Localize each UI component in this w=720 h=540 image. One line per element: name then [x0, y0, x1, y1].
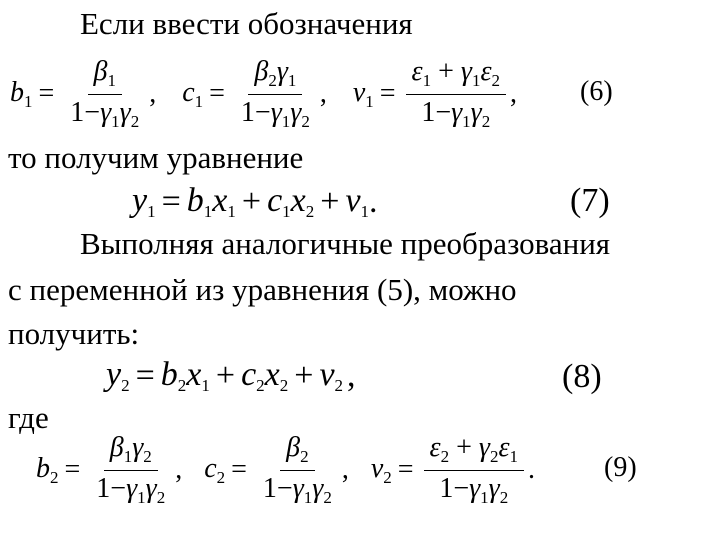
- similar-text-2: с переменной из уравнения (5), можно: [8, 272, 517, 307]
- b2-symbol: $b_2$: [36, 452, 59, 487]
- formula-eq9: $b_2$ = $\frac{\beta_1\gamma_2}{1-\gamma_1\gamma_2}$ , $c_2$ = $\frac{\beta_2}{1-\gamma_1\gamma_2}$ , $\nu_2$ = $\frac{\varepsilon_2 + \gamma_2\varepsilon_1}{1-\gamma_1\gamma_2}$ .: [36, 432, 535, 507]
- eq7-number: (7): [570, 182, 610, 219]
- c2-fraction: $\frac{\beta_2}{1-\gamma_1\gamma_2}$: [262, 432, 332, 507]
- v1-fraction: $\frac{\varepsilon_1 + \gamma_1\varepsilon_2}{1-\gamma_1\gamma_2}$: [406, 56, 506, 132]
- formula-eq6: $b_1$ = $\frac{\beta_1}{1-\gamma_1\gamma_2}$ , $c_1$ = $\frac{\beta_2\gamma_1}{1-\gamma_1\gamma_2}$ , $\nu_1$ = $\frac{\varepsilon_1 + \gamma_1\varepsilon_2}{1-\gamma_1\gamma_2}$ ,: [10, 56, 517, 131]
- b1-symbol: $b_1$: [10, 76, 33, 111]
- b2-fraction: $\frac{\beta_1\gamma_2}{1-\gamma_1\gamma_2}$: [96, 432, 166, 507]
- c1-fraction: $\frac{\beta_2\gamma_1}{1-\gamma_1\gamma_2}$: [240, 56, 310, 131]
- c1-symbol: $c_1$: [182, 76, 204, 111]
- b1-fraction: $\frac{\beta_1}{1-\gamma_1\gamma_2}$: [70, 56, 140, 131]
- c2-symbol: $c_2$: [204, 452, 226, 487]
- similar-text-1: Выполняя аналогичные преобразования: [80, 226, 611, 261]
- eq6-number: (6): [580, 76, 613, 107]
- then-text: то получим уравнение: [8, 140, 304, 175]
- v2-symbol: $\nu_2$: [370, 452, 392, 487]
- intro-text: Если ввести обозначения: [80, 6, 413, 41]
- eq9-number: (9): [604, 452, 637, 483]
- eq8-number: (8): [562, 358, 602, 395]
- formula-eq7: $y_1$ = $b_1x_1$ + $c_1x_2$ + $\nu_1$ .: [132, 182, 378, 221]
- v2-fraction: $\frac{\varepsilon_2 + \gamma_2\varepsilon_1}{1-\gamma_1\gamma_2}$: [424, 432, 524, 508]
- v1-symbol: $\nu_1$: [352, 76, 374, 111]
- where-text: где: [8, 400, 49, 435]
- formula-eq8: $y_2$ = $b_2x_1$ + $c_2x_2$ + $\nu_2$ ,: [106, 356, 356, 395]
- similar-text-3: получить:: [8, 316, 140, 351]
